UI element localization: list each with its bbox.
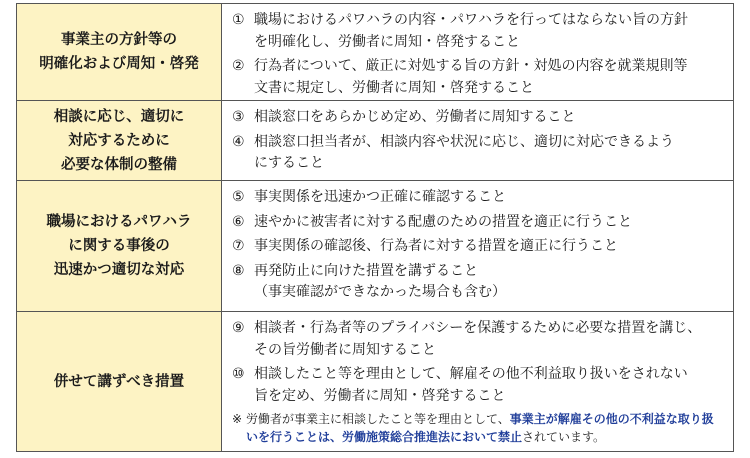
heading-line: 迅速かつ適切な対応 [53, 262, 185, 278]
item-text: （事実確認ができなかった場合も含む） [254, 284, 506, 300]
item-number: ⑥ [232, 213, 245, 230]
heading-line: 職場におけるパワハラ [46, 214, 192, 230]
row-content-additional [222, 312, 733, 451]
note-mark: ※ [232, 412, 243, 426]
heading-line: 併せて講ずべき措置 [53, 373, 185, 390]
list-item [232, 132, 725, 175]
row-content-response [222, 181, 733, 312]
list-item [232, 187, 725, 209]
list-item [232, 364, 725, 407]
row-heading-policy [17, 4, 222, 101]
list-item [232, 261, 725, 304]
item-text: 相談窓口担当者が、相談内容や状況に応じ、適切に対応できるよう [254, 133, 674, 150]
item-text: 速やかに被害者に対する配慮のための措置を適正に行うこと [254, 213, 632, 230]
item-text: を明確化し、労働者に周知・啓発すること [254, 33, 520, 50]
list-item [232, 318, 725, 361]
item-text: 事実関係を迅速かつ正確に確認すること [254, 189, 506, 205]
item-text: 事実関係の確認後、行為者に対する措置を適正に行うこと [254, 238, 618, 254]
item-number: ③ [232, 109, 245, 125]
row-heading-additional [17, 312, 222, 451]
row-heading-consultation [17, 101, 222, 181]
row-content-policy [222, 4, 733, 101]
list-item [232, 56, 725, 99]
item-number: ② [232, 58, 245, 74]
list-item [232, 212, 725, 234]
row-heading-response [17, 181, 222, 312]
item-text: 職場におけるパワハラの内容・パワハラを行ってはならない旨の方針 [254, 12, 688, 28]
item-number: ① [232, 12, 245, 28]
item-text: 行為者について、厳正に対処する旨の方針・対処の内容を就業規則等 [254, 58, 688, 74]
row-content-consultation [222, 101, 733, 181]
item-number: ⑨ [232, 320, 245, 336]
heading-line: 事業主の方針等の [61, 32, 177, 48]
item-number: ④ [232, 133, 245, 150]
item-number: ⑦ [232, 238, 245, 254]
item-text: その旨労働者に周知すること [254, 341, 436, 358]
item-text: 再発防止に向けた措置を講ずること [254, 262, 478, 279]
measures-table [16, 3, 734, 452]
footnote [232, 410, 725, 446]
note-text-end: されています。 [522, 430, 606, 444]
item-number: ⑤ [232, 189, 245, 205]
heading-line: 相談に応じ、適切に [53, 108, 185, 125]
item-text: にすること [254, 155, 324, 171]
item-text: 相談したこと等を理由として、解雇その他不利益取り扱いをされない [254, 366, 688, 382]
note-text: 労働者が事業主に相談したこと等を理由として、 [246, 412, 510, 426]
item-text: 相談者・行為者等のプライバシーを保護するために必要な措置を講じ、 [254, 320, 702, 336]
heading-line: 明確化および周知・啓発 [39, 56, 199, 72]
heading-line: に関する事後の [68, 238, 170, 254]
item-text: 旨を定め、労働者に周知・啓発すること [254, 387, 506, 404]
heading-line: 対応するために [68, 132, 170, 149]
heading-line: 必要な体制の整備 [61, 156, 177, 173]
item-number: ⑩ [232, 366, 245, 382]
item-number: ⑧ [232, 262, 245, 279]
item-text: 相談窓口をあらかじめ定め、労働者に周知すること [254, 109, 576, 125]
list-item [232, 10, 725, 53]
item-text: 文書に規定し、労働者に周知・啓発すること [254, 79, 534, 96]
list-item [232, 107, 725, 129]
list-item [232, 236, 725, 258]
note-emphasis: 事業主が解雇その他の不利益な取り扱いを行うことは、労働施策総合推進法において禁止 [246, 412, 714, 444]
